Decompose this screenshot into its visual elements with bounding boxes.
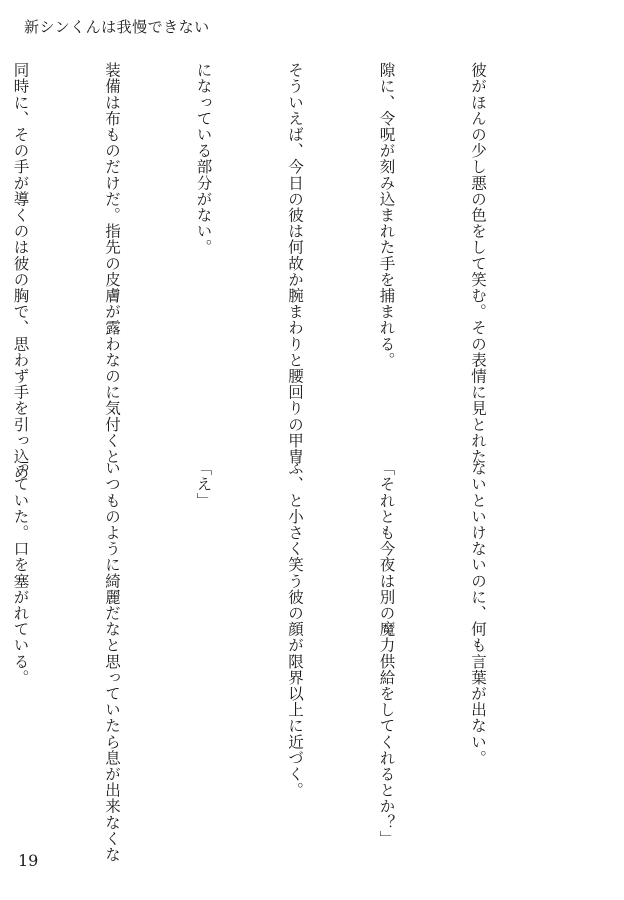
page-header-title: 新シンくんは我慢できない xyxy=(24,18,210,36)
text-line: 隙に、令呪が刻み込まれた手を捕まれる。 xyxy=(377,62,396,368)
text-block-upper xyxy=(0,62,554,481)
text-line: ないといけないのに、何も言葉が出ない。 xyxy=(469,460,487,766)
text-line: 同時に、その手が導くのは彼の胸で、思わず手を引っ込め xyxy=(11,62,30,481)
text-line: っていた。口を塞がれている。 xyxy=(11,460,30,686)
text-line: 彼がほんの少し悪の色をして笑む。その表情に見とれた xyxy=(469,62,487,465)
page-number: 19 xyxy=(18,851,39,870)
text-line: いつものように綺麗だなと思っていたら息が出来なくな xyxy=(103,460,121,863)
text-line: そういえば、今日の彼は何故か腕まわりと腰回りの甲冑 xyxy=(286,62,304,465)
text-line: 装備は布ものだけだ。指先の皮膚が露わなのに気付くと xyxy=(103,62,121,465)
text-line: になっている部分がない。 xyxy=(194,62,213,256)
text-line: 「それとも今夜は別の魔力供給をしてくれるとか？」 xyxy=(377,460,396,847)
text-line: ふ、と小さく笑う彼の顔が限界以上に近づく。 xyxy=(286,460,304,799)
text-line: 「え」 xyxy=(194,460,213,509)
